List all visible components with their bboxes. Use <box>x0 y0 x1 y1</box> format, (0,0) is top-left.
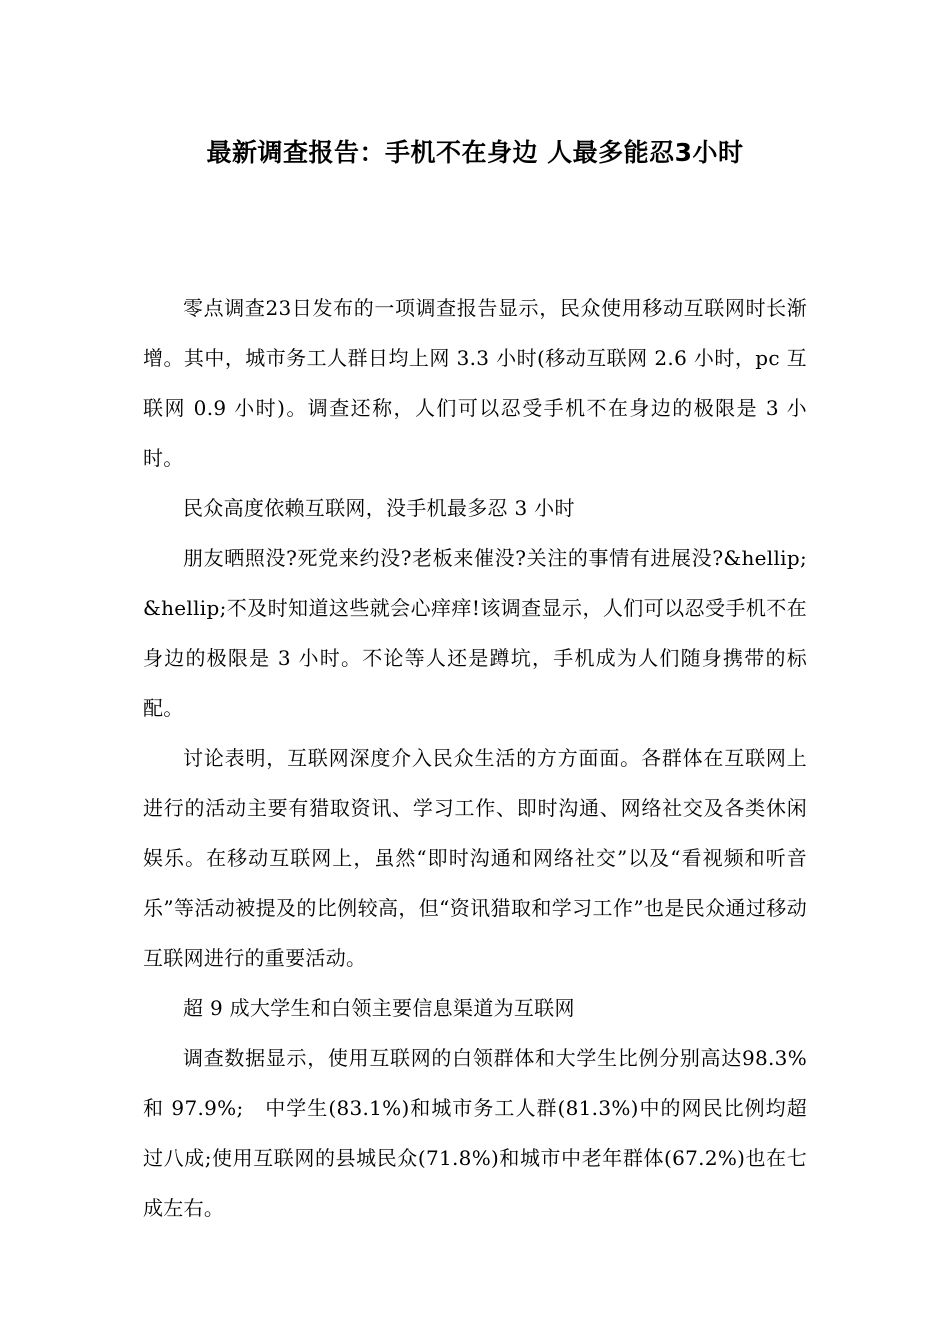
paragraph-subheading-students: 超 9 成大学生和白领主要信息渠道为互联网 <box>183 996 575 1020</box>
paragraph-subheading-dependence: 民众高度依赖互联网，没手机最多忍 3 小时 <box>183 496 575 520</box>
document-title: 最新调查报告：手机不在身边 人最多能忍3小时 <box>206 138 744 167</box>
paragraph-internet-activities: 讨论表明，互联网深度介入民众生活的方方面面。各群体在互联网上进行的活动主要有猎取资讯、学习工作、即时沟通、网络社交及各类休闲娱乐。在移动互联网上，虽然“即时沟通和网络社交”以及“看视频和听音乐”等活动被提及的比例较高，但“资讯猎取和学习工作”也是民众通过移动互联网进行的重要活动。 <box>143 746 807 970</box>
paragraph-intro: 零点调查23日发布的一项调查报告显示，民众使用移动互联网时长渐增。其中，城市务工人群日均上网 3.3 小时(移动互联网 2.6 小时，pc 互联网 0.9 小时)。调查还称，人们可以忍受手机不在身边的极限是 3 小时。 <box>143 296 807 470</box>
paragraph-survey-data: 调查数据显示，使用互联网的白领群体和大学生比例分别高达98.3%和 97.9%; 中学生(83.1%)和城市务工人群(81.3%)中的网民比例均超过八成;使用互联网的县城民众(71.8%)和城市中老年群体(67.2%)也在七成左右。 <box>143 1046 807 1220</box>
paragraph-phone-limit: 朋友晒照没?死党来约没?老板来催没?关注的事情有进展没?&hellip;&hellip;不及时知道这些就会心痒痒!该调查显示，人们可以忍受手机不在身边的极限是 3 小时。不论等人还是蹲坑，手机成为人们随身携带的标配。 <box>143 546 807 720</box>
document-body <box>143 283 807 1233</box>
